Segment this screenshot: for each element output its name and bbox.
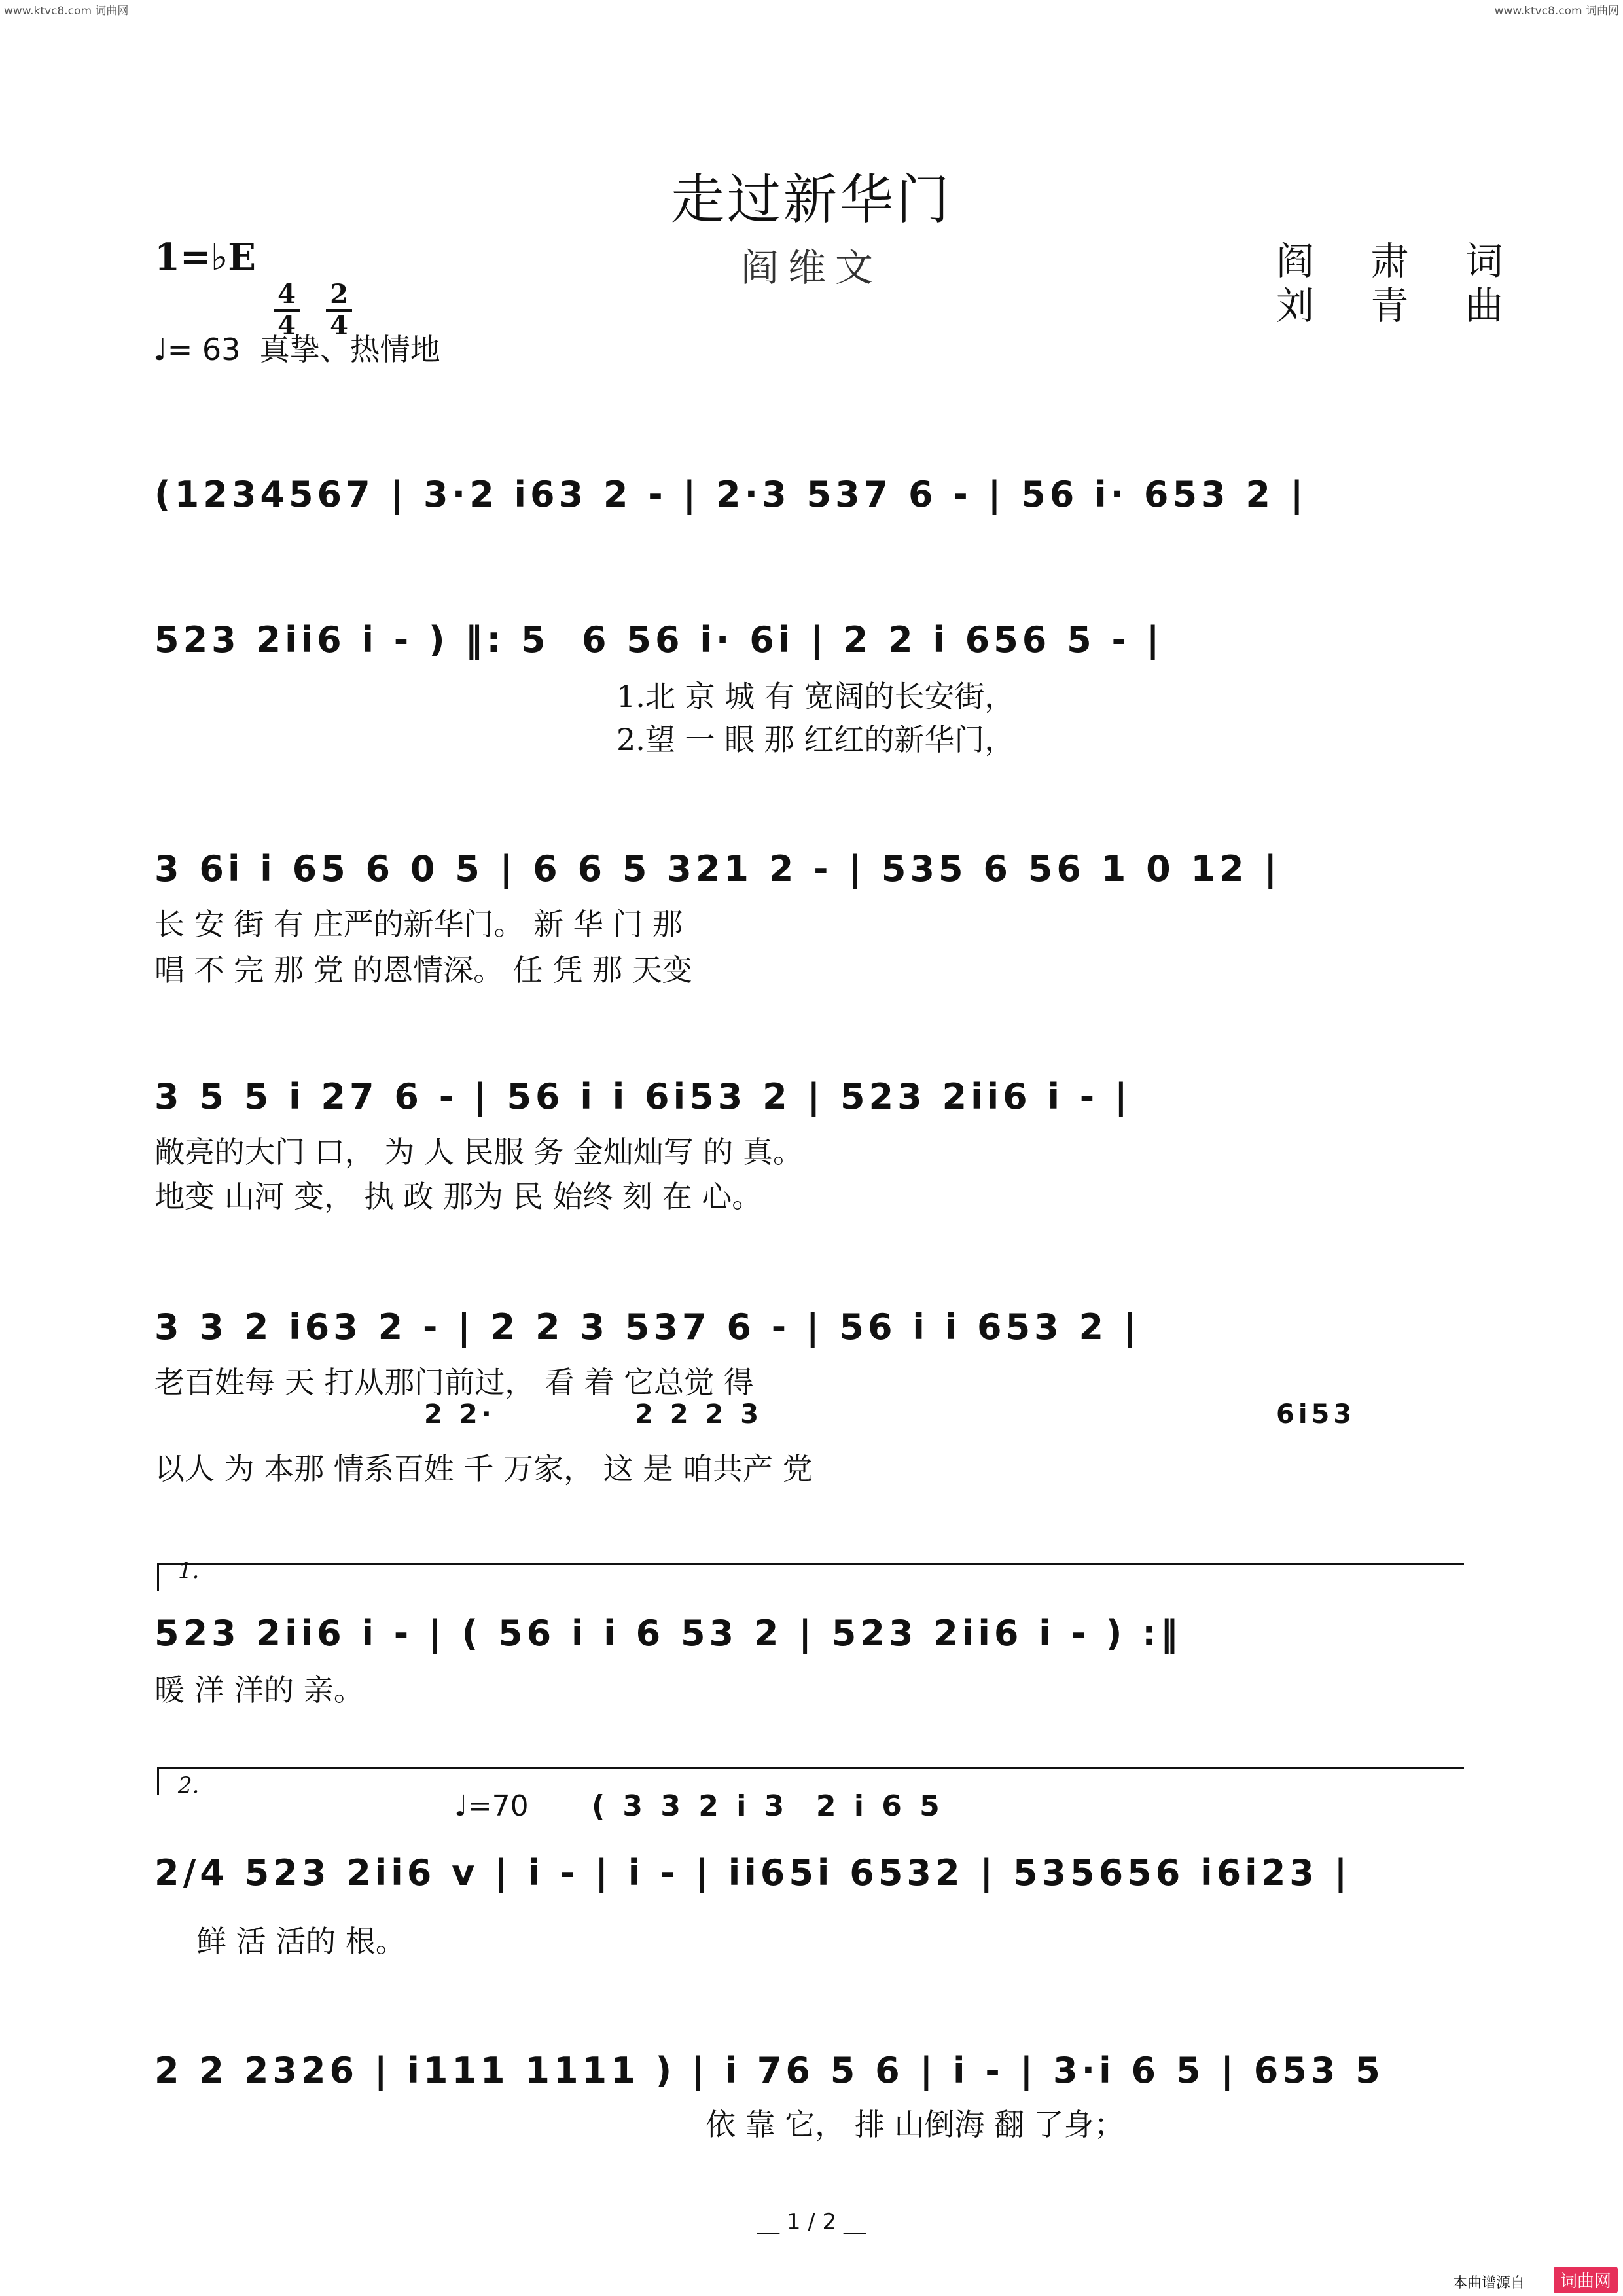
time-signature-2-4: 2 4 (326, 229, 352, 365)
notation-system-7: 2/4 523 2ii6 v | i - | i - | ii65i 6532 | 535656 i6i23 | (154, 1852, 1351, 1893)
volta-label-2: 2. (178, 1772, 200, 1799)
lyrics-verse-2: 以人 为 本那 情系百姓 千 万家， 这 是 咱共产 党 (154, 1451, 813, 1486)
notation-system-5: 3 3 2 i63 2 - | 2 2 3 537 6 - | 56 i i 653 2 | (154, 1306, 1141, 1348)
lyrics-verse-2: 唱 不 完 那 党 的恩情深。 任 凭 那 天变 (154, 952, 692, 988)
notation-system-4: 3 5 5 i 27 6 - | 56 i i 6i53 2 | 523 2ii6 i - | (154, 1076, 1132, 1117)
lyrics-verse-1: 暖 洋 洋的 亲。 (154, 1672, 364, 1708)
song-title: 走过新华门 (670, 169, 952, 231)
lyricist-credit: 阎 肃 词 (1276, 239, 1525, 283)
cue-notes: ( 3 3 2 i 3 2 i 6 5 (592, 1789, 944, 1823)
lyrics-verse-2: 2.望 一 眼 那 红红的新华门， (616, 722, 1015, 757)
lyrics-verse-1: 敞亮的大门 口， 为 人 民服 务 金灿灿写 的 真。 (154, 1134, 803, 1170)
lyrics-verse-1: 老百姓每 天 打从那门前过， 看 着 它总觉 得 (154, 1365, 754, 1400)
notation-system-1: (1234567 | 3·2 i63 2 - | 2·3 537 6 - | 56 i· 653 2 | (154, 474, 1308, 515)
tempo-marking: ♩= 63 真挚、热情地 (153, 332, 440, 367)
tempo-change: ♩=70 (454, 1789, 529, 1823)
alt-notes-c: 6i53 (1276, 1399, 1356, 1429)
page-number: __ 1 / 2 __ (757, 2209, 866, 2235)
lyrics-verse-1: 长 安 街 有 庄严的新华门。 新 华 门 那 (154, 906, 683, 942)
volta-label-1: 1. (178, 1558, 200, 1584)
watermark-left: www.ktvc8.com 词曲网 (4, 5, 129, 18)
lyrics-verse-2: 地变 山河 变， 执 政 那为 民 始终 刻 在 心。 (154, 1179, 762, 1214)
notation-system-8: 2 2 2326 | i111 1111 ) | i 76 5 6 | i - | 3·i 6 5 | 653 5 (154, 2050, 1384, 2091)
notation-system-2: 523 2ii6 i - ) ‖: 5 6 56 i· 6i | 2 2 i 656 5 - | (154, 619, 1164, 660)
notation-system-6: 523 2ii6 i - | ( 56 i i 6 53 2 | 523 2ii6 i - ) :‖ (154, 1613, 1182, 1654)
time-signature-4-4: 4 4 (274, 229, 300, 365)
singer-name: 阎维文 (740, 245, 882, 290)
composer-credit: 刘 青 曲 (1276, 283, 1525, 328)
site-logo: 词曲网 (1554, 2267, 1618, 2293)
alt-notes-a: 2 2· (424, 1399, 495, 1429)
lyrics-system-8: 依 靠 它， 排 山倒海 翻 了身； (705, 2107, 1124, 2142)
lyrics-verse-2: 鲜 活 活的 根。 (196, 1924, 406, 1959)
lyrics-verse-1: 1.北 京 城 有 宽阔的长安街， (616, 679, 1015, 714)
key-signature: 1=♭E (154, 236, 256, 279)
notation-system-3: 3 6i i 65 6 0 5 | 6 6 5 321 2 - | 535 6 56 1 0 12 | (154, 848, 1281, 889)
watermark-right: www.ktvc8.com 词曲网 (1494, 5, 1619, 18)
volta-bracket-1 (157, 1563, 1464, 1591)
alt-notes-b: 2 2 2 3 (635, 1399, 763, 1429)
footer-source-text: 本曲谱源自 (1452, 2275, 1525, 2291)
